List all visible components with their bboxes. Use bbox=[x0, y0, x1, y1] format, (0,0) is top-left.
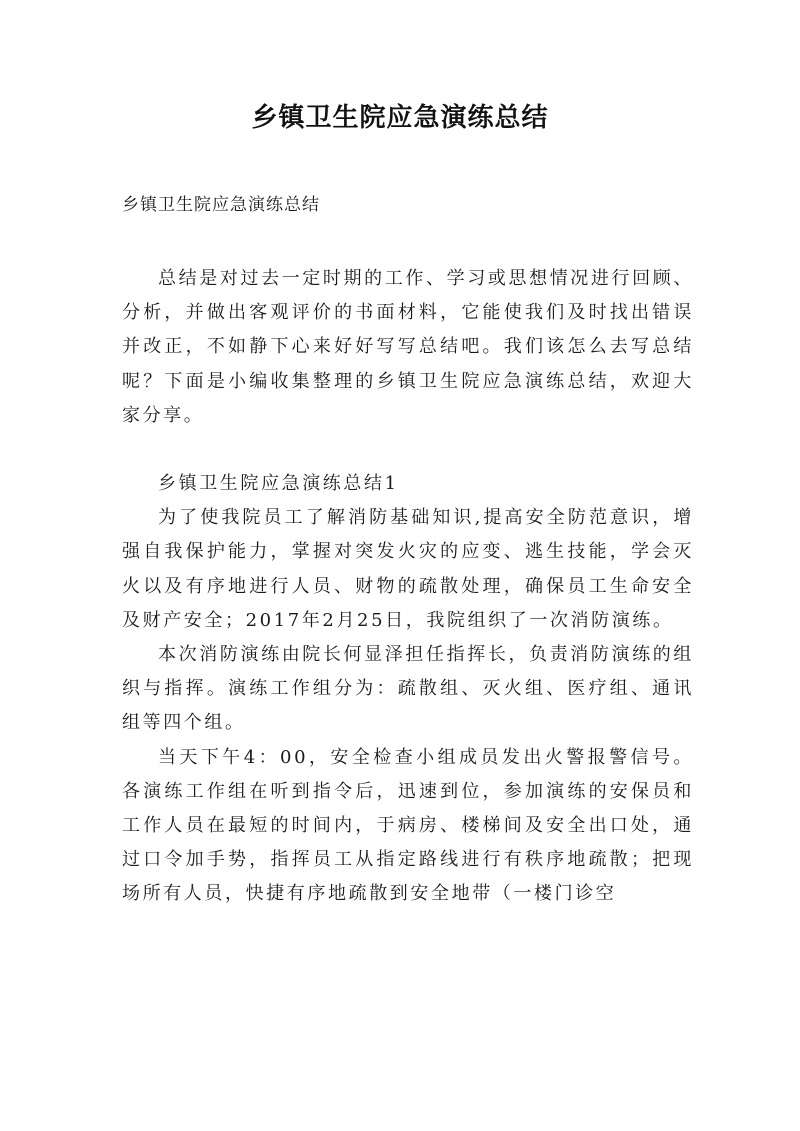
document-title: 乡镇卫生院应急演练总结 bbox=[251, 103, 549, 133]
section-heading: 乡镇卫生院应急演练总结1 bbox=[158, 473, 399, 495]
body-paragraph: 为了使我院员工了解消防基础知识,提高安全防范意识，增强自我保护能力，掌握对突发火灾的应变、逃生技能，学会灭火以及有序地进行人员、财物的疏散处理，确保员工生命安全及财产安全；2017年2月25日，我院组织了一次消防演练。 bbox=[122, 507, 694, 631]
body-paragraph: 本次消防演练由院长何显泽担任指挥长，负责消防演练的组织与指挥。演练工作组分为：疏散组、灭火组、医疗组、通讯组等四个组。 bbox=[122, 644, 694, 734]
document-body bbox=[122, 262, 694, 912]
document-subtitle: 乡镇卫生院应急演练总结 bbox=[122, 195, 320, 215]
body-paragraph: 当天下午4：00，安全检查小组成员发出火警报警信号。各演练工作组在听到指令后，迅速到位，参加演练的安保员和工作人员在最短的时间内，于病房、楼梯间及安全出口处，通过口令加手势，指挥员工从指定路线进行有秩序地疏散；把现场所有人员，快捷有序地疏散到安全地带（一楼门诊空 bbox=[122, 746, 694, 905]
intro-paragraph: 总结是对过去一定时期的工作、学习或思想情况进行回顾、分析，并做出客观评价的书面材料，它能使我们及时找出错误并改正，不如静下心来好好写写总结吧。我们该怎么去写总结呢？下面是小编收集整理的乡镇卫生院应急演练总结，欢迎大家分享。 bbox=[122, 268, 694, 426]
